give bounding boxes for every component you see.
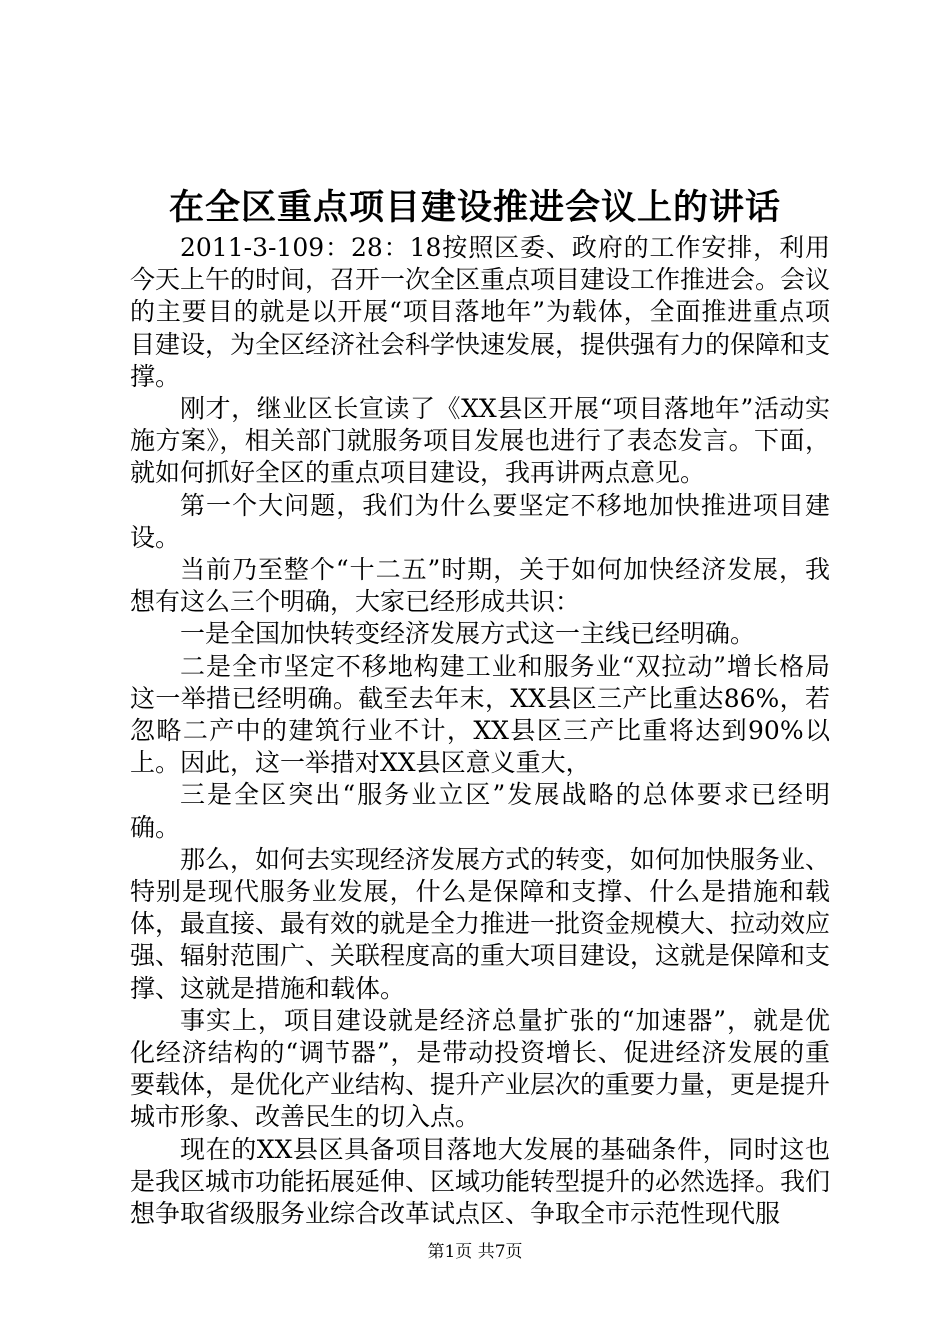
page-footer: 第1页 共7页 bbox=[427, 1242, 523, 1262]
paragraph-1: 2011-3-109：28：18按照区委、政府的工作安排，利用今天上午的时间，召开一次全区重点项目建设工作推进会。会议的主要目的就是以开展“项目落地年”为载体，全面推进重点项目建设，为全区经济社会科学快速发展，提供强有力的保障和支撑。 bbox=[130, 233, 831, 391]
paragraph-2: 刚才，继业区长宣读了《XX县区开展“项目落地年”活动实施方案》，相关部门就服务项目发展也进行了表态发言。下面，就如何抓好全区的重点项目建设，我再讲两点意见。 bbox=[130, 394, 830, 488]
paragraph-10: 现在的XX县区具备项目落地大发展的基础条件，同时这也是我区城市功能拓展延伸、区域功能转型提升的必然选择。我们想争取省级服务业综合改革试点区、争取全市示范性现代服 bbox=[130, 1134, 831, 1229]
paragraph-6: 二是全市坚定不移地构建工业和服务业“双拉动”增长格局这一举措已经明确。截至去年末，XX县区三产比重达86%，若忽略二产中的建筑行业不计，XX县区三产比重将达到90%以上。因此，这一举措对XX县区意义重大， bbox=[130, 651, 830, 778]
paragraph-7: 三是全区突出“服务业立区”发展战略的总体要求已经明确。 bbox=[130, 780, 830, 842]
paragraph-3: 第一个大问题，我们为什么要坚定不移地加快推进项目建设。 bbox=[130, 490, 830, 552]
paragraph-8: 那么，如何去实现经济发展方式的转变，如何加快服务业、特别是现代服务业发展，什么是保障和支撑、什么是措施和载体，最直接、最有效的就是全力推进一批资金规模大、拉动效应强、辐射范围广、关联程度高的重大项目建设，这就是保障和支撑、这就是措施和载体。 bbox=[130, 844, 831, 1003]
paragraph-9: 事实上，项目建设就是经济总量扩张的“加速器”，就是优化经济结构的“调节器”，是带动投资增长、促进经济发展的重要载体，是优化产业结构、提升产业层次的重要力量，更是提升城市形象、改善民生的切入点。 bbox=[130, 1005, 831, 1132]
document-body bbox=[130, 232, 830, 1230]
document-title: 在全区重点项目建设推进会议上的讲话 bbox=[168, 187, 781, 228]
paragraph-4: 当前乃至整个“十二五”时期，关于如何加快经济发展，我想有这么三个明确，大家已经形成共识： bbox=[130, 555, 830, 617]
paragraph-5: 一是全国加快转变经济发展方式这一主线已经明确。 bbox=[180, 619, 756, 649]
